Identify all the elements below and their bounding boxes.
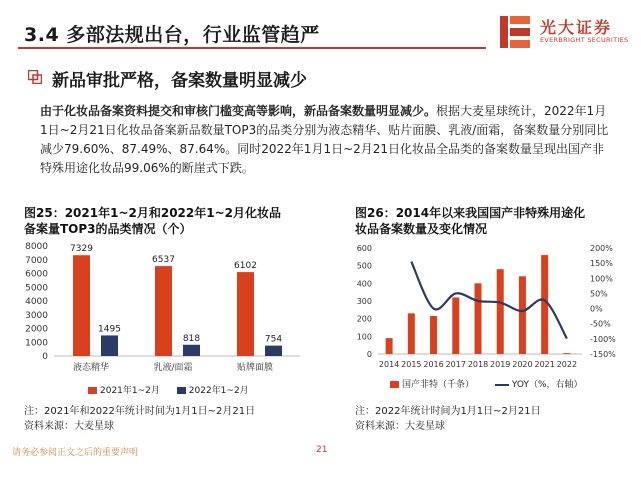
footer-disclaimer: 请务必参阅正文之后的重要声明 xyxy=(12,448,139,458)
y-right-tick-label: -150% xyxy=(590,350,616,359)
x-year-label: 2014 xyxy=(378,360,400,369)
y-right-tick-label: -100% xyxy=(590,334,616,344)
fig26-combo-chart xyxy=(348,238,616,373)
bar-data-label: 818 xyxy=(182,333,201,344)
x-category-label: 贴牌面膜 xyxy=(236,363,274,373)
x-year-label: 2018 xyxy=(467,360,489,369)
y-right-tick-label: 200% xyxy=(590,244,613,253)
legend-swatch-volume xyxy=(390,381,399,388)
fig25-legend xyxy=(88,383,249,396)
y-tick-label: 6000 xyxy=(25,269,48,280)
x-year-label: 2016 xyxy=(423,360,444,369)
y-left-tick-label: 0 xyxy=(366,350,372,359)
y-left-tick-label: 600 xyxy=(356,244,372,253)
bar-2021 xyxy=(73,255,90,356)
x-year-label: 2022 xyxy=(556,360,578,369)
fig25-bar-chart xyxy=(18,238,308,398)
bar-data-label: 1495 xyxy=(98,324,121,335)
bar-data-label: 754 xyxy=(264,334,283,345)
volume-bar xyxy=(452,297,459,354)
fig25-note: 注：2021年和2022年统计时间为1月1日~2月21日 xyxy=(24,406,256,417)
fig25-title-line2: 备案量TOP3的品类情况（个） xyxy=(24,222,192,236)
y-tick-label: 0 xyxy=(42,352,48,362)
y-tick-label: 7000 xyxy=(25,255,48,266)
bar-data-label: 6102 xyxy=(234,261,257,272)
volume-bar xyxy=(563,353,570,354)
fig26-note: 注：2022年统计时间为1月1日~2月21日 xyxy=(355,406,541,417)
y-tick-label: 1000 xyxy=(25,338,48,349)
bar-2022 xyxy=(183,345,200,356)
volume-bar xyxy=(497,269,504,354)
fig25-source: 资料来源：大麦星球 xyxy=(24,421,114,432)
y-right-tick-label: -50% xyxy=(590,319,611,329)
logo-text-cn: 光大证券 xyxy=(540,18,613,37)
legend-label-2021: 2021年1~2月 xyxy=(100,386,160,396)
y-left-tick-label: 200 xyxy=(356,314,372,324)
y-right-tick-label: 50% xyxy=(590,289,608,299)
volume-bar xyxy=(386,338,393,354)
fig26-title xyxy=(355,205,585,237)
fig26-title-line2: 妆品备案数量及变化情况 xyxy=(355,222,488,236)
x-year-label: 2017 xyxy=(445,360,466,369)
title-underline xyxy=(18,47,486,49)
section-title: 新品审批严格，备案数量明显减少 xyxy=(52,71,307,91)
fig25-title-line1: 图25：2021年1~2月和2022年1~2月化妆品 xyxy=(24,206,282,220)
legend-label-volume: 国产非特（千条） xyxy=(402,380,475,390)
y-left-tick-label: 100 xyxy=(356,332,372,342)
everbright-logo-icon xyxy=(500,16,530,48)
slide-title: 3.4 多部法规出台，行业监管趋严 xyxy=(24,24,320,46)
logo-text-en: EVERBRIGHT SECURITIES xyxy=(540,36,629,44)
y-left-tick-label: 300 xyxy=(356,297,372,306)
x-category-label: 液态精华 xyxy=(72,363,110,373)
y-right-tick-label: 150% xyxy=(590,259,613,269)
paragraph-rest: 根据大麦星球统计，2022年1月1日~2月21日化妆品备案新品数量TOP3的品类分别为液态精华、贴片面膜、乳液/面霜，备案数量分别同比减少79.60%、87.49%、87.64%。同时2022年1月1日~2月21日化妆品全品类的备案数量呈现出国产非特殊用途化妆品99.06%的断崖式下跌。 xyxy=(40,104,609,175)
volume-bar xyxy=(475,283,482,354)
y-tick-label: 5000 xyxy=(25,283,48,294)
y-tick-label: 2000 xyxy=(25,324,48,335)
page-number: 21 xyxy=(316,445,328,455)
bar-data-label: 7329 xyxy=(70,244,93,255)
paragraph-bold: 由于化妆品备案资料提交和审核门槛变高等影响，新品备案数量明显减少。 xyxy=(40,104,437,118)
y-tick-label: 4000 xyxy=(25,297,48,307)
y-left-tick-label: 500 xyxy=(356,261,372,271)
legend-item-yoy xyxy=(495,380,583,390)
volume-bar xyxy=(541,255,548,354)
x-category-label: 乳液/面霜 xyxy=(153,363,193,373)
y-tick-label: 8000 xyxy=(25,242,48,252)
body-paragraph xyxy=(40,102,610,178)
legend-item-2022 xyxy=(177,386,249,396)
legend-label-2022: 2022年1~2月 xyxy=(188,386,249,396)
section-bullet-icon xyxy=(28,70,42,84)
y-right-tick-label: 100% xyxy=(590,274,613,284)
y-tick-label: 3000 xyxy=(25,310,48,321)
y-left-tick-label: 400 xyxy=(356,279,372,289)
bar-2021 xyxy=(237,272,254,356)
bar-2022 xyxy=(101,335,118,356)
legend-label-yoy: YOY（%，右轴） xyxy=(511,380,583,390)
x-year-label: 2020 xyxy=(512,360,533,369)
x-year-label: 2019 xyxy=(490,360,511,369)
y-right-tick-label: 0% xyxy=(590,304,603,314)
bar-2021 xyxy=(155,266,172,356)
legend-item-volume xyxy=(390,380,474,390)
legend-item-2021 xyxy=(88,386,160,396)
legend-swatch-2022 xyxy=(177,387,186,394)
legend-swatch-2021 xyxy=(88,387,97,394)
fig25-title xyxy=(24,205,281,237)
volume-bar xyxy=(519,276,526,354)
fig26-legend xyxy=(390,377,583,390)
bar-2022 xyxy=(265,346,282,356)
fig26-source: 资料来源：大麦星球 xyxy=(355,421,445,432)
legend-swatch-yoy xyxy=(495,384,509,386)
x-year-label: 2015 xyxy=(401,360,422,369)
volume-bar xyxy=(408,313,415,354)
x-year-label: 2021 xyxy=(534,360,555,369)
fig26-title-line1: 图26：2014年以来我国国产非特殊用途化 xyxy=(355,206,586,220)
bar-data-label: 6537 xyxy=(152,255,175,266)
volume-bar xyxy=(430,316,437,354)
